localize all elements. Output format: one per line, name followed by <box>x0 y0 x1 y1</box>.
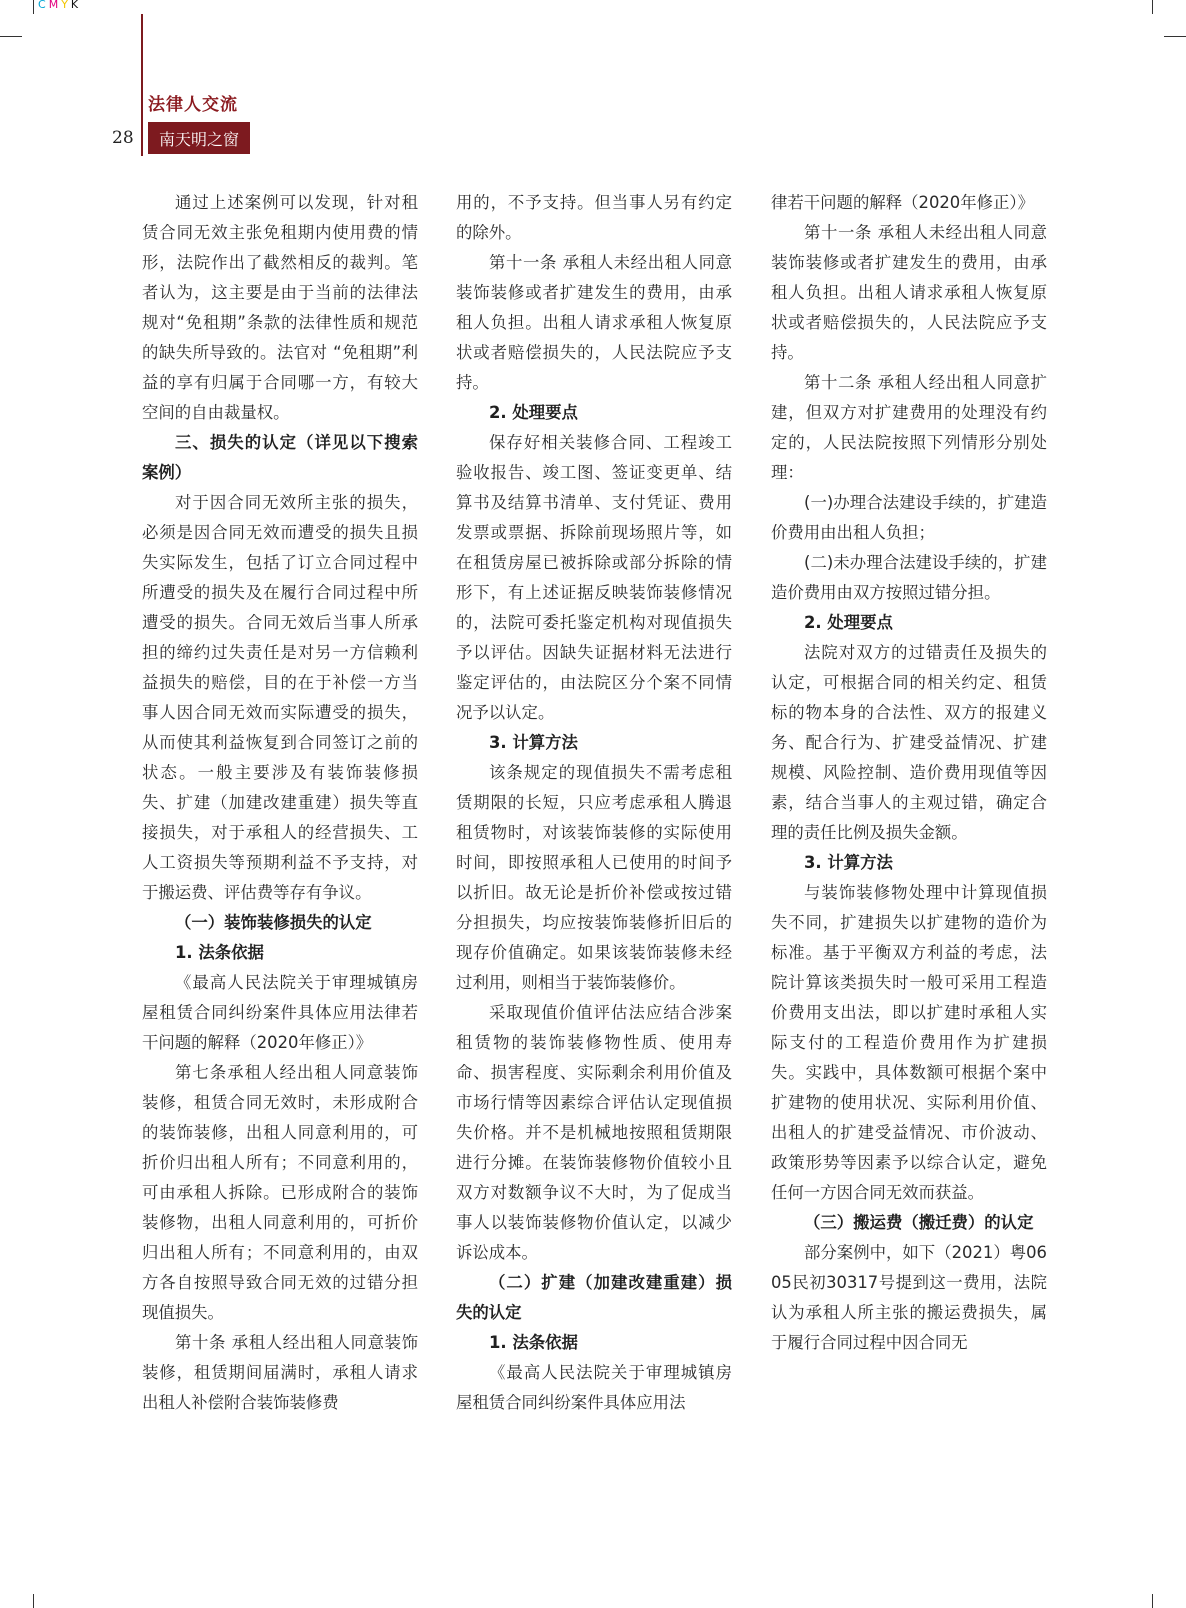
text-column-2 <box>456 188 732 1418</box>
paragraph: 对于因合同无效所主张的损失，必须是因合同无效而遭受的损失且损失实际发生，包括了订立合同过程中所遭受的损失及在履行合同过程中所遭受的损失。合同无效后当事人所承担的缔约过失责任是对另一方信赖利益损失的赔偿，目的在于补偿一方当事人因合同无效而实际遭受的损失，从而使其利益恢复到合同签订之前的状态。一般主要涉及有装饰装修损失、扩建（加建改建重建）损失等直接损失，对于承租人的经营损失、工人工资损失等预期利益不予支持，对于搬运费、评估费等存有争议。 <box>142 493 418 902</box>
subheading-handling-points: 2. 处理要点 <box>489 403 578 422</box>
paragraph: 保存好相关装修合同、工程竣工验收报告、竣工图、签证变更单、结算书及结算书清单、支付凭证、费用发票或票据、拆除前现场照片等，如在租赁房屋已被拆除或部分拆除的情形下，有上述证据反映装饰装修情况的，法院可委托鉴定机构对现值损失予以评估。因缺失证据材料无法进行鉴定评估的，由法院区分个案不同情况予以认定。 <box>456 433 732 722</box>
paragraph-continued: 律若干问题的解释（2020年修正）》 <box>771 193 1034 212</box>
page-number: 28 <box>112 128 134 148</box>
statute-title: 《最高人民法院关于审理城镇房屋租赁合同纠纷案件具体应用法 <box>456 1363 732 1412</box>
subheading-moving-cost: （三）搬运费（搬迁费）的认定 <box>804 1213 1034 1232</box>
section-title: 法律人交流 <box>148 95 238 115</box>
statute-title: 《最高人民法院关于审理城镇房屋租赁合同纠纷案件具体应用法律若干问题的解释（2020年修正）》 <box>142 973 418 1052</box>
paragraph: 采取现值价值评估法应结合涉案租赁物的装饰装修物性质、使用寿命、损害程度、实际剩余利用价值及市场行情等因素综合评估认定现值损失价格。并不是机械地按照租赁期限进行分摊。在装饰装修物价值较小且双方对数额争议不大时，为了促成当事人以装饰装修物价值认定，以减少诉讼成本。 <box>456 1003 732 1262</box>
list-item: (一)办理合法建设手续的，扩建造价费用由出租人负担； <box>771 493 1047 542</box>
subheading-calculation-method: 3. 计算方法 <box>804 853 893 872</box>
paragraph: 与装饰装修物处理中计算现值损失不同，扩建损失以扩建物的造价为标准。基于平衡双方利益的考虑，法院计算该类损失时一般可采用工程造价费用支出法，即以扩建时承租人实际支付的工程造价费用作为扩建损失。实践中，具体数额可根据个案中扩建物的使用状况、实际利用价值、出租人的扩建受益情况、市价波动、政策形势等因素予以综合认定，避免任何一方因合同无效而获益。 <box>771 883 1047 1202</box>
paragraph: 第十二条 承租人经出租人同意扩建，但双方对扩建费用的处理没有约定的，人民法院按照下列情形分别处理： <box>771 373 1047 482</box>
subheading-calculation-method: 3. 计算方法 <box>489 733 578 752</box>
text-column-1 <box>142 188 418 1418</box>
crop-mark-top-left-h <box>0 36 22 37</box>
crop-mark-top-right-h <box>1164 36 1186 37</box>
subheading-handling-points: 2. 处理要点 <box>804 613 893 632</box>
crop-mark-bottom-right-v <box>1152 1594 1153 1608</box>
subheading-legal-basis: 1. 法条依据 <box>489 1333 578 1352</box>
paragraph: 第十条 承租人经出租人同意装饰装修，租赁期间届满时，承租人请求出租人补偿附合装饰装修费 <box>142 1333 418 1412</box>
paragraph: 法院对双方的过错责任及损失的认定，可根据合同的相关约定、租赁标的物本身的合法性、双方的报建义务、配合行为、扩建受益情况、扩建规模、风险控制、造价费用现值等因素，结合当事人的主观过错，确定合理的责任比例及损失金额。 <box>771 643 1047 842</box>
list-item: (二)未办理合法建设手续的，扩建造价费用由双方按照过错分担。 <box>771 553 1047 602</box>
subheading-decoration-loss: （一）装饰装修损失的认定 <box>175 913 372 932</box>
column-badge: 南天明之窗 <box>148 122 250 154</box>
crop-mark-top-right-v <box>1152 0 1153 14</box>
crop-mark-bottom-left-v <box>33 1594 34 1608</box>
paragraph-continued: 用的，不予支持。但当事人另有约定的除外。 <box>456 193 732 242</box>
paragraph: 第十一条 承租人未经出租人同意装饰装修或者扩建发生的费用，由承租人负担。出租人请求承租人恢复原状或者赔偿损失的，人民法院应予支持。 <box>456 253 732 392</box>
paragraph: 第十一条 承租人未经出租人同意装饰装修或者扩建发生的费用，由承租人负担。出租人请求承租人恢复原状或者赔偿损失的，人民法院应予支持。 <box>771 223 1047 362</box>
heading-loss-determination: 三、损失的认定（详见以下搜索案例） <box>142 433 418 482</box>
paragraph: 第七条承租人经出租人同意装饰装修，租赁合同无效时，未形成附合的装饰装修，出租人同意利用的，可折价归出租人所有；不同意利用的，可由承租人拆除。已形成附合的装饰装修物，出租人同意利用的，可折价归出租人所有；不同意利用的，由双方各自按照导致合同无效的过错分担现值损失。 <box>142 1063 418 1322</box>
subheading-expansion-loss: （二）扩建（加建改建重建）损失的认定 <box>456 1273 732 1322</box>
crop-mark-top-left-v <box>33 0 34 14</box>
paragraph: 该条规定的现值损失不需考虑租赁期限的长短，只应考虑承租人腾退租赁物时，对该装饰装修的实际使用时间，即按照承租人已使用的时间予以折旧。故无论是折价补偿或按过错分担损失，均应按装饰装修折旧后的现存价值确定。如果该装饰装修未经过利用，则相当于装饰装修价。 <box>456 763 732 992</box>
subheading-legal-basis: 1. 法条依据 <box>175 943 264 962</box>
paragraph: 部分案例中，如下（2021）粤0605民初30317号提到这一费用，法院认为承租人所主张的搬运费损失，属于履行合同过程中因合同无 <box>771 1243 1047 1352</box>
text-column-3 <box>771 188 1047 1358</box>
cmyk-color-bar: CMYK <box>38 0 82 11</box>
paragraph: 通过上述案例可以发现，针对租赁合同无效主张免租期内使用费的情形，法院作出了截然相反的裁判。笔者认为，这主要是由于当前的法律法规对“免租期”条款的法律性质和规范的缺失所导致的。法官对 “免租期”利益的享有归属于合同哪一方，有较大空间的自由裁量权。 <box>142 193 418 422</box>
header-vertical-rule <box>141 14 143 156</box>
